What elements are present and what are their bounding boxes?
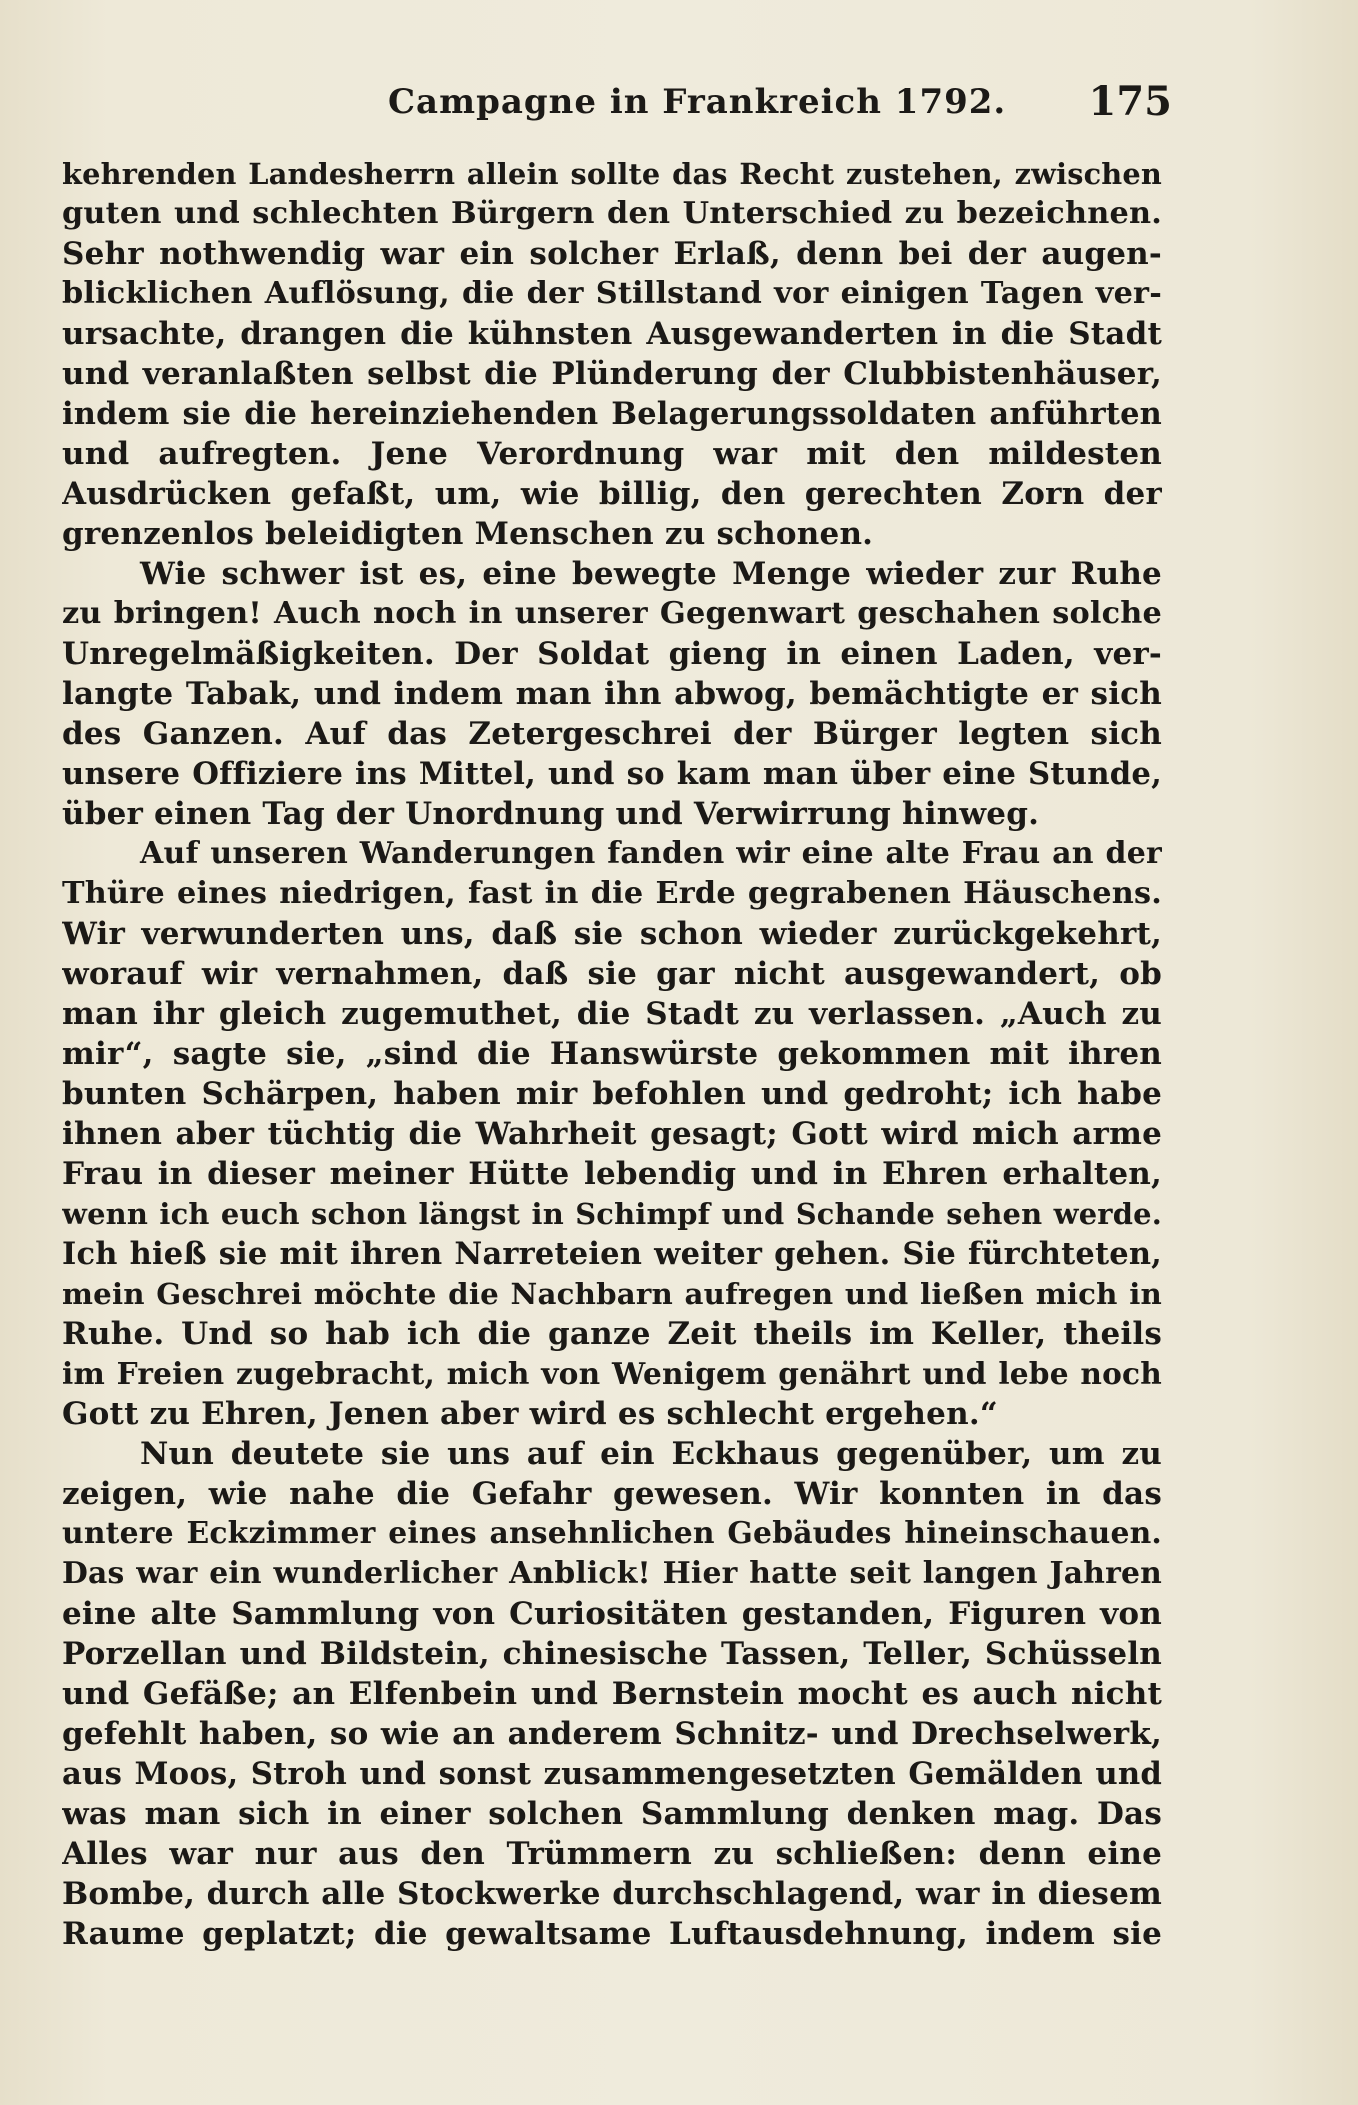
text-line: Ich hieß sie mit ihren Narreteien weiter gehen. Sie fürchteten, xyxy=(62,1236,1162,1272)
text-line: untere Eckzimmer eines ansehnlichen Gebäudes hineinschauen. xyxy=(62,1516,1162,1551)
text-line: Bombe, durch alle Stockwerke durchschlagend, war in diesem xyxy=(62,1876,1162,1912)
text-line: und veranlaßten selbst die Plünderung der Clubbistenhäuser, xyxy=(62,356,1162,392)
text-line: Wie schwer ist es, eine bewegte Menge wieder zur Ruhe xyxy=(140,556,1162,592)
text-line: Porzellan und Bildstein, chinesische Tassen, Teller, Schüsseln xyxy=(62,1636,1162,1672)
body-text xyxy=(62,154,1162,1954)
text-line: wenn ich euch schon längst in Schimpf und Schande sehen werde. xyxy=(62,1197,1162,1231)
text-line: Auf unseren Wanderungen fanden wir eine alte Frau an der xyxy=(140,836,1162,871)
text-line: und aufregten. Jene Verordnung war mit den mildesten xyxy=(62,436,1162,472)
text-line: Thüre eines niedrigen, fast in die Erde gegrabenen Häuschens. xyxy=(62,876,1162,911)
text-line: Ruhe. Und so hab ich die ganze Zeit theils im Keller, theils xyxy=(62,1316,1162,1352)
text-line: und Gefäße; an Elfenbein und Bernstein mocht es auch nicht xyxy=(62,1676,1162,1712)
text-line: zeigen, wie nahe die Gefahr gewesen. Wir konnten in das xyxy=(62,1476,1162,1512)
text-line: ursachte, drangen die kühnsten Ausgewanderten in die Stadt xyxy=(62,316,1162,352)
text-line: Gott zu Ehren, Jenen aber wird es schlecht ergehen.“ xyxy=(62,1396,998,1432)
text-line: im Freien zugebracht, mich von Wenigem genährt und lebe noch xyxy=(62,1356,1162,1391)
page-header xyxy=(62,78,1172,130)
text-line: guten und schlechten Bürgern den Unterschied zu bezeichnen. xyxy=(62,196,1162,231)
text-line: indem sie die hereinziehenden Belagerungssoldaten anführten xyxy=(62,396,1162,432)
text-line: ihnen aber tüchtig die Wahrheit gesagt; Gott wird mich arme xyxy=(62,1116,1162,1152)
text-line: man ihr gleich zugemuthet, die Stadt zu verlassen. „Auch zu xyxy=(62,996,1162,1032)
text-line: über einen Tag der Unordnung und Verwirrung hinweg. xyxy=(62,796,1040,832)
text-line: Das war ein wunderlicher Anblick! Hier hatte seit langen Jahren xyxy=(62,1556,1162,1591)
text-line: blicklichen Auflösung, die der Stillstand vor einigen Tagen ver- xyxy=(62,276,1162,311)
page-number: 175 xyxy=(1088,78,1172,125)
text-line: Unregelmäßigkeiten. Der Soldat gieng in einen Laden, ver- xyxy=(62,636,1162,672)
text-line: mein Geschrei möchte die Nachbarn aufregen und ließen mich in xyxy=(62,1277,1162,1311)
text-line: worauf wir vernahmen, daß sie gar nicht ausgewandert, ob xyxy=(62,956,1162,992)
text-line: Wir verwunderten uns, daß sie schon wieder zurückgekehrt, xyxy=(62,916,1162,952)
text-line: Raume geplatzt; die gewaltsame Luftausdehnung, indem sie xyxy=(62,1916,1162,1952)
text-line: zu bringen! Auch noch in unserer Gegenwart geschahen solche xyxy=(62,596,1162,631)
text-line: Sehr nothwendig war ein solcher Erlaß, denn bei der augen- xyxy=(62,236,1162,272)
running-title: Campagne in Frankreich 1792. xyxy=(388,82,1007,122)
text-line: des Ganzen. Auf das Zetergeschrei der Bürger legten sich xyxy=(62,716,1162,752)
text-line: grenzenlos beleidigten Menschen zu schonen. xyxy=(62,516,874,552)
text-line: Nun deutete sie uns auf ein Eckhaus gegenüber, um zu xyxy=(140,1436,1162,1472)
text-line: gefehlt haben, so wie an anderem Schnitz- und Drechselwerk, xyxy=(62,1716,1162,1752)
text-line: was man sich in einer solchen Sammlung denken mag. Das xyxy=(62,1796,1162,1832)
text-line: langte Tabak, und indem man ihn abwog, bemächtigte er sich xyxy=(62,676,1162,712)
text-line: bunten Schärpen, haben mir befohlen und gedroht; ich habe xyxy=(62,1076,1162,1112)
text-line: Ausdrücken gefaßt, um, wie billig, den gerechten Zorn der xyxy=(62,476,1162,512)
text-line: Alles war nur aus den Trümmern zu schließen: denn eine xyxy=(62,1836,1162,1872)
text-line: mir“, sagte sie, „sind die Hanswürste gekommen mit ihren xyxy=(62,1036,1162,1072)
text-line: kehrenden Landesherrn allein sollte das Recht zustehen, zwischen xyxy=(62,157,1162,191)
text-line: unsere Offiziere ins Mittel, und so kam man über eine Stunde, xyxy=(62,756,1162,792)
text-line: Frau in dieser meiner Hütte lebendig und in Ehren erhalten, xyxy=(62,1156,1162,1192)
text-line: eine alte Sammlung von Curiositäten gestanden, Figuren von xyxy=(62,1596,1162,1632)
text-line: aus Moos, Stroh und sonst zusammengesetzten Gemälden und xyxy=(62,1756,1162,1792)
